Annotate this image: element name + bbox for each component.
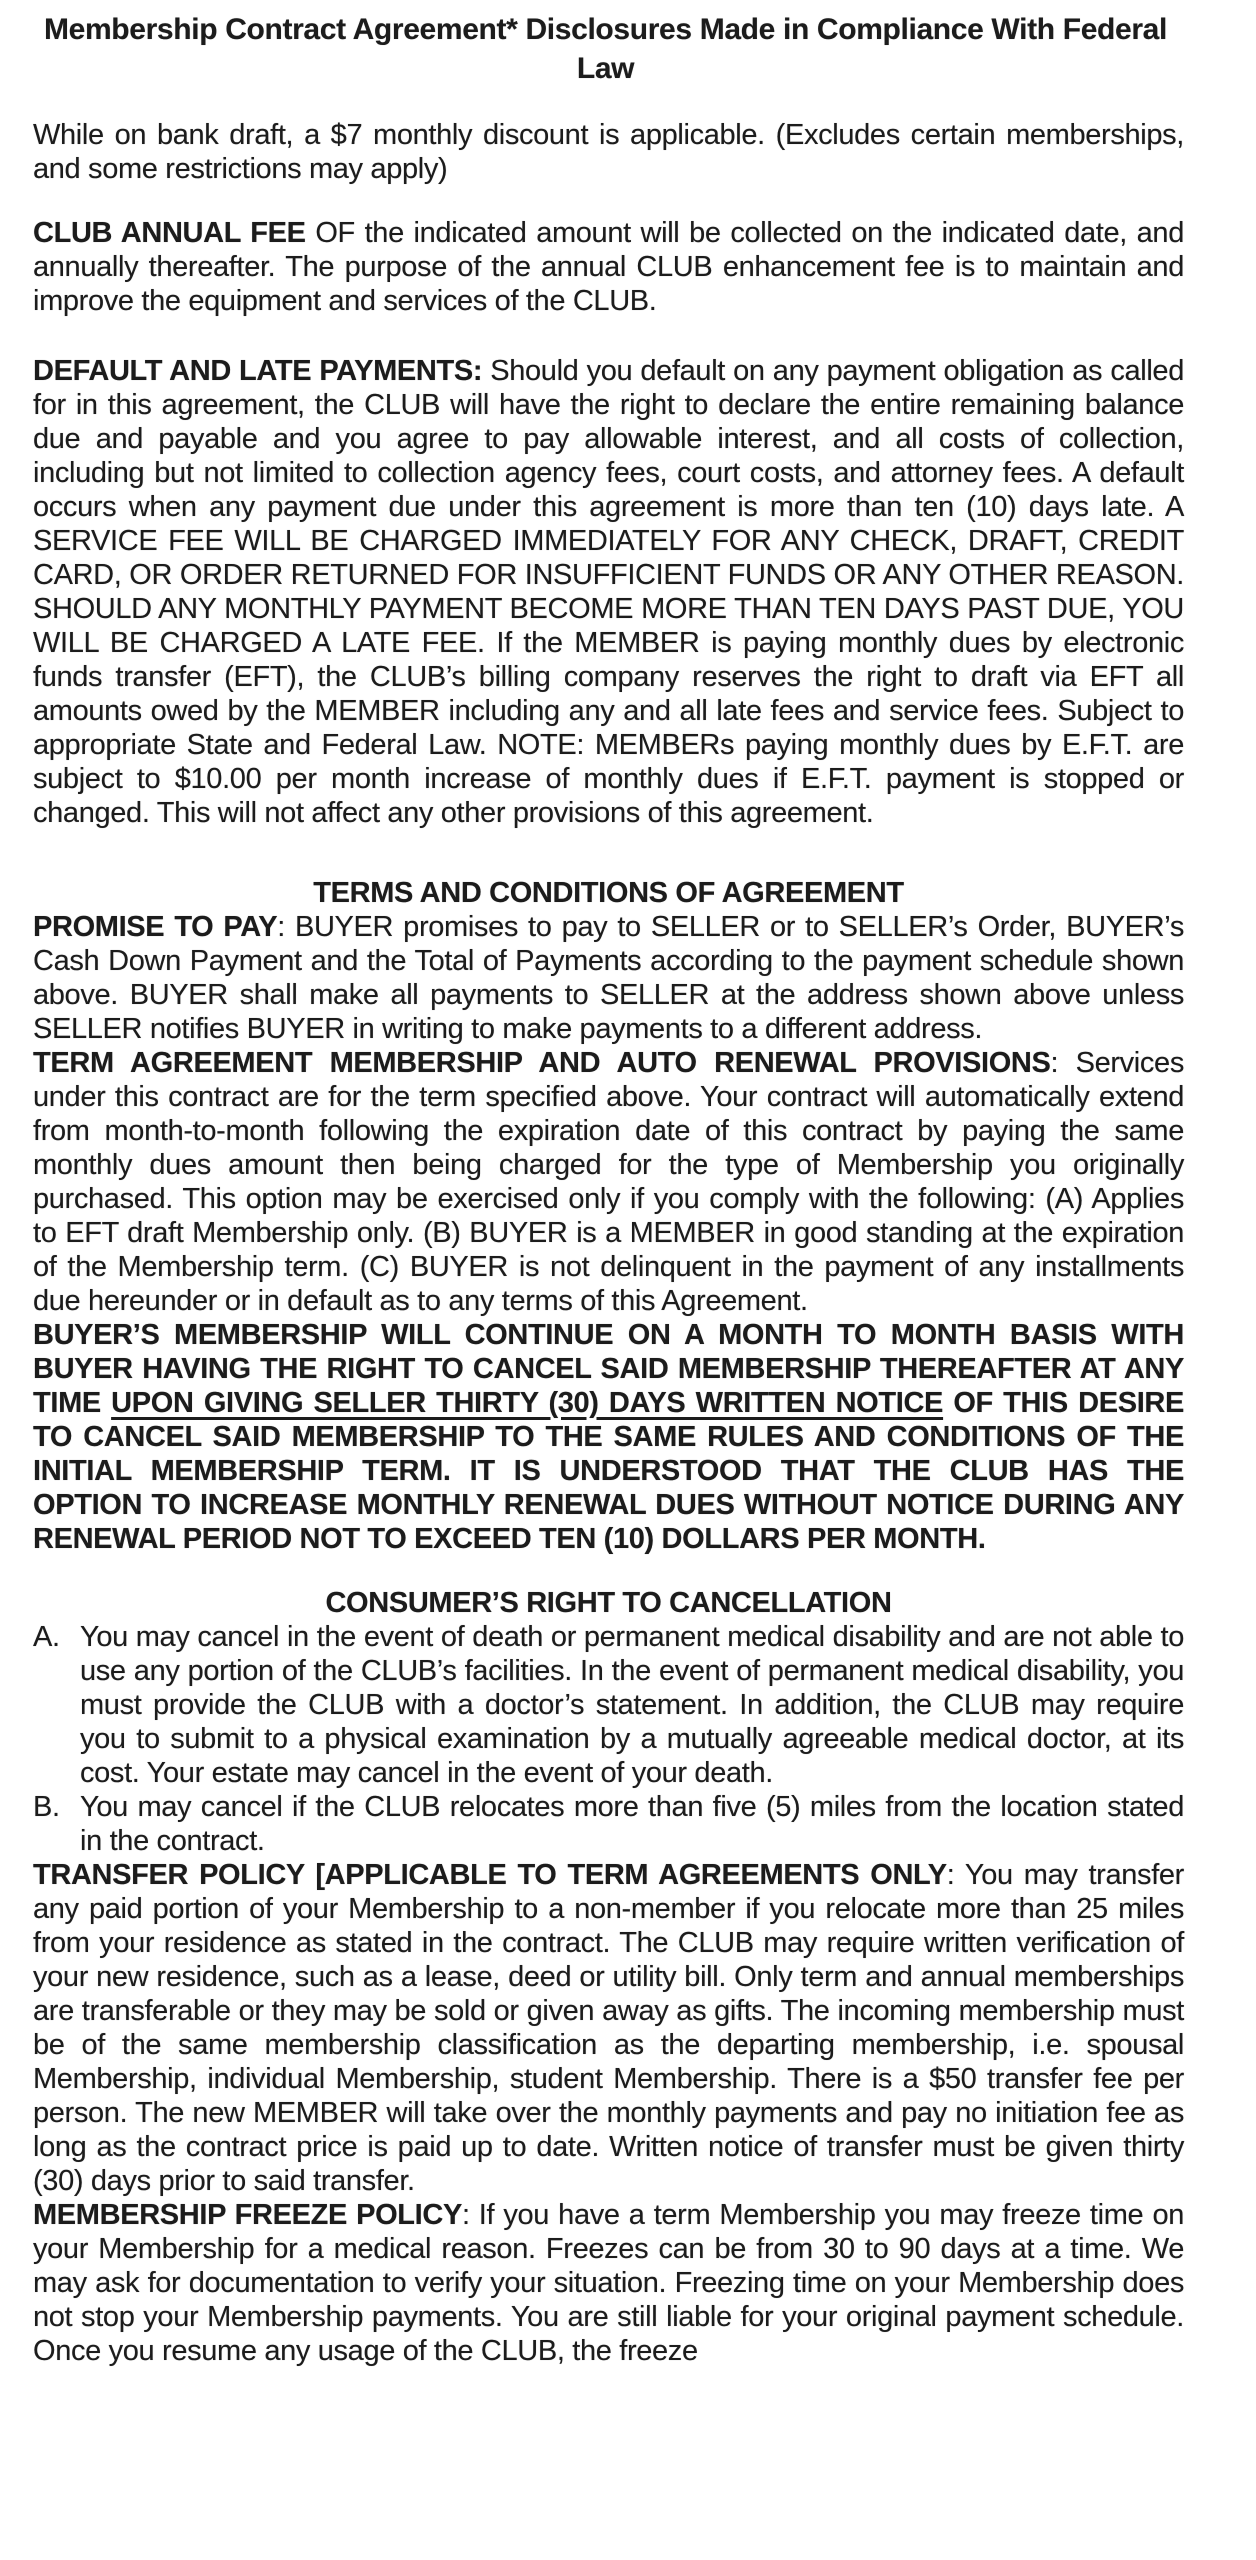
- cancellation-list: [33, 1620, 1184, 1858]
- promise-to-pay-text: : BUYER promises to pay to SELLER or to SELLER’s Order, BUYER’s Cash Down Payment and the Total of Payments according to the payment schedule shown above. BUYER shall make all payments to SELLER at the address shown above unless SELLER notifies BUYER in writing to make payments to a different address.: [33, 911, 1184, 1045]
- cancellation-item-b-text: You may cancel if the CLUB relocates more than five (5) miles from the location stated in the contract.: [80, 1791, 1184, 1857]
- auto-renewal-lead: TERM AGREEMENT MEMBERSHIP AND AUTO RENEWAL PROVISIONS: [33, 1047, 1051, 1079]
- cancellation-item-b: [33, 1790, 1184, 1858]
- month-to-month-pre: BUYER’S MEMBERSHIP WILL CONTINUE ON A MONTH TO MONTH BASIS WITH BUYER HAVING THE RIGHT TO CANCEL SAID MEMBERSHIP THEREAFTER AT ANY TIME: [33, 1319, 1184, 1419]
- default-late-payments-text: Should you default on any payment obligation as called for in this agreement, the CLUB will have the right to declare the entire remaining balance due and payable and you agree to pay allowable interest, and all costs of collection, including but not limited to collection agency fees, court costs, and attorney fees. A default occurs when any payment due under this agreement is more than ten (10) days late. A SERVICE FEE WILL BE CHARGED IMMEDIATELY FOR ANY CHECK, DRAFT, CREDIT CARD, OR ORDER RETURNED FOR INSUFFICIENT FUNDS OR ANY OTHER REASON. SHOULD ANY MONTHLY PAYMENT BECOME MORE THAN TEN DAYS PAST DUE, YOU WILL BE CHARGED A LATE FEE. If the MEMBER is paying monthly dues by electronic funds transfer (EFT), the CLUB’s billing company reserves the right to draft via EFT all amounts owed by the MEMBER including any and all late fees and service fees. Subject to appropriate State and Federal Law. NOTE: MEMBERs paying monthly dues by E.F.T. are subject to $10.00 per month increase of monthly dues if E.F.T. payment is stopped or changed. This will not affect any other provisions of this agreement.: [33, 355, 1184, 829]
- annual-fee-lead: CLUB ANNUAL FEE: [33, 217, 306, 249]
- freeze-policy-paragraph: [33, 2198, 1184, 2368]
- promise-to-pay-paragraph: [33, 910, 1184, 1046]
- bank-draft-note-paragraph: While on bank draft, a $7 monthly discount is applicable. (Excludes certain memberships, and some restrictions may apply): [33, 119, 1184, 185]
- cancellation-item-a: [33, 1620, 1184, 1790]
- cancellation-item-a-text: You may cancel in the event of death or permanent medical disability and are not able to use any portion of the CLUB’s facilities. In the event of permanent medical disability, you must provide the CLUB with a doctor’s statement. In addition, the CLUB may require you to submit to a physical examination by a mutually agreeable medical doctor, at its cost. Your estate may cancel in the event of your death.: [80, 1621, 1184, 1789]
- cancellation-heading: CONSUMER’S RIGHT TO CANCELLATION: [325, 1587, 892, 1619]
- freeze-policy-lead: MEMBERSHIP FREEZE POLICY: [33, 2199, 462, 2231]
- promise-to-pay-lead: PROMISE TO PAY: [33, 911, 278, 943]
- freeze-policy-text: : If you have a term Membership you may freeze time on your Membership for a medical reason. Freezes can be from 30 to 90 days at a time. We may ask for documentation to verify your situation. Freezing time on your Membership does not stop your Membership payments. You are still liable for your original payment schedule. Once you resume any usage of the CLUB, the freeze: [33, 2199, 1184, 2367]
- annual-fee-paragraph: [33, 216, 1184, 318]
- written-notice-underlined-text: UPON GIVING SELLER THIRTY (30) DAYS WRITTEN NOTICE: [111, 1387, 944, 1419]
- annual-fee-text: OF the indicated amount will be collected on the indicated date, and annually thereafter. The purpose of the annual CLUB enhancement fee is to maintain and improve the equipment and services of the CLUB.: [33, 217, 1184, 317]
- auto-renewal-text: : Services under this contract are for the term specified above. Your contract will automatically extend from month-to-month following the expiration date of this contract by paying the same monthly dues amount then being charged for the type of Membership you originally purchased. This option may be exercised only if you comply with the following: (A) Applies to EFT draft Membership only. (B) BUYER is a MEMBER in good standing at the expiration of the Membership term. (C) BUYER is not delinquent in the payment of any installments due hereunder or in default as to any terms of this Agreement.: [33, 1047, 1184, 1317]
- transfer-policy-paragraph: [33, 1858, 1184, 2198]
- month-to-month-post: OF THIS DESIRE TO CANCEL SAID MEMBERSHIP TO THE SAME RULES AND CONDITIONS OF THE INITIAL MEMBERSHIP TERM. IT IS UNDERSTOOD THAT THE CLUB HAS THE OPTION TO INCREASE MONTHLY RENEWAL DUES WITHOUT NOTICE DURING ANY RENEWAL PERIOD NOT TO EXCEED TEN (10) DOLLARS PER MONTH.: [33, 1387, 1184, 1555]
- cancellation-item-a-label: A.: [33, 1621, 60, 1653]
- auto-renewal-paragraph: [33, 1046, 1184, 1318]
- default-late-payments-lead: DEFAULT AND LATE PAYMENTS:: [33, 355, 483, 387]
- document-title: Membership Contract Agreement* Disclosures Made in Compliance With Federal Law: [44, 13, 1167, 85]
- month-to-month-paragraph: [33, 1318, 1184, 1556]
- cancellation-item-b-label: B.: [33, 1791, 60, 1823]
- transfer-policy-lead: TRANSFER POLICY [APPLICABLE TO TERM AGREEMENTS ONLY: [33, 1859, 947, 1891]
- default-late-payments-paragraph: [33, 354, 1184, 830]
- transfer-policy-text: : You may transfer any paid portion of your Membership to a non-member if you relocate more than 25 miles from your residence as stated in the contract. The CLUB may require written verification of your new residence, such as a lease, deed or utility bill. Only term and annual memberships are transferable or they may be sold or given away as gifts. The incoming membership must be of the same membership classification as the departing membership, i.e. spousal Membership, individual Membership, student Membership. There is a $50 transfer fee per person. The new MEMBER will take over the monthly payments and pay no initiation fee as long as the contract price is paid up to date. Written notice of transfer must be given thirty (30) days prior to said transfer.: [33, 1859, 1184, 2197]
- terms-and-conditions-heading: TERMS AND CONDITIONS OF AGREEMENT: [313, 877, 904, 909]
